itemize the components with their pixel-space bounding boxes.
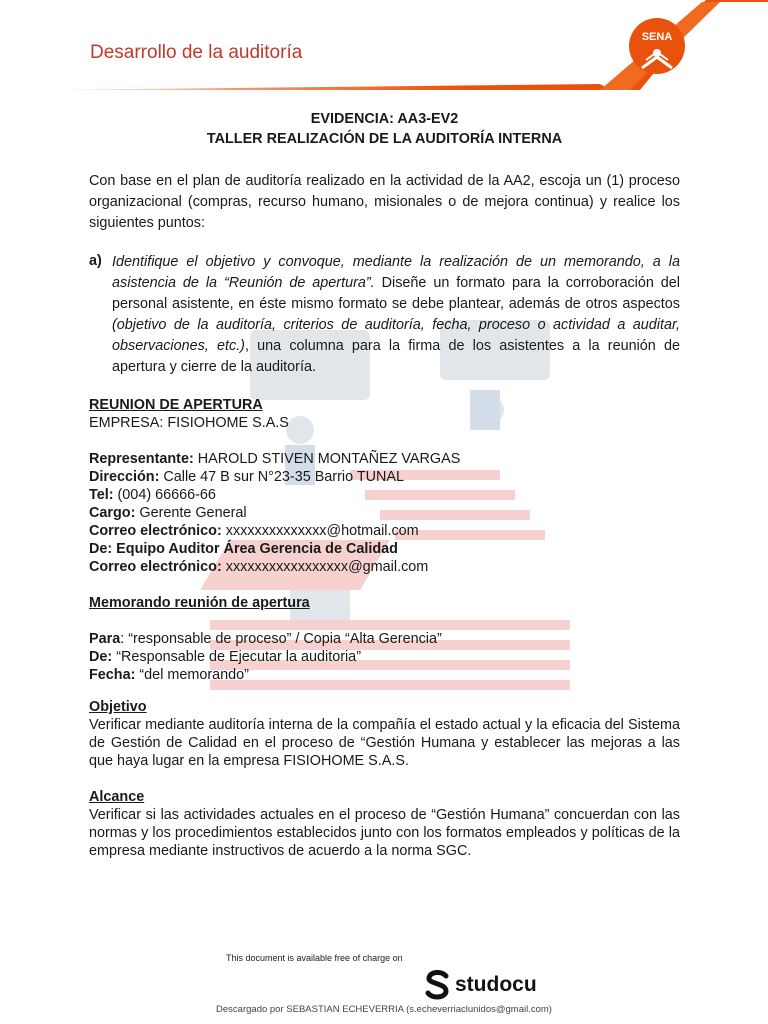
fecha-label: Fecha: — [89, 667, 136, 683]
de-equipo-line — [89, 540, 680, 558]
document-body — [89, 109, 680, 860]
document-title-line1: EVIDENCIA: AA3-EV2 — [310, 111, 459, 127]
download-note: Descargado por SEBASTIAN ECHEVERRIA (s.echeverriaclunidos@gmail.com) — [216, 1004, 552, 1015]
cargo-label: Cargo: — [89, 505, 136, 521]
cargo-line — [89, 504, 680, 522]
correo2-line — [89, 558, 680, 576]
header-title: Desarrollo de la auditoría — [90, 42, 303, 63]
alcance-text: Verificar si las actividades actuales en el proceso de “Gestión Humana” concuerdan con las normas y los procedimientos establecidos junto con los formatos empleados y políticas de la empresa mediante instructivos de acuerdo a la norma SGC. — [89, 807, 680, 859]
page-header — [0, 0, 768, 92]
alcance-heading: Alcance — [89, 789, 145, 805]
de-value: “Responsable de Ejecutar la auditoria” — [112, 649, 361, 665]
memorando-heading: Memorando reunión de apertura — [89, 595, 310, 611]
item-a-italic2: (objetivo de la auditoría, criterios de auditoría, fecha, proceso o actividad a auditar, observaciones, etc.) — [112, 317, 680, 354]
correo1-label: Correo electrónico: — [89, 523, 222, 539]
item-a-text2: , una columna para la firma de los asistentes a la reunión de apertura y cierre de la auditoría. — [112, 338, 680, 375]
svg-text:SENA: SENA — [641, 31, 673, 43]
document-title-line2: TALLER REALIZACIÓN DE LA AUDITORÍA INTERNA — [206, 131, 563, 147]
para-label: Para — [89, 631, 121, 647]
de-line — [89, 648, 680, 666]
direccion-line — [89, 468, 680, 486]
reunion-heading: REUNION DE APERTURA — [89, 397, 263, 413]
para-value: : “responsable de proceso” / Copia “Alta Gerencia” — [120, 631, 442, 647]
intro-paragraph: Con base en el plan de auditoría realizado en la actividad de la AA2, escoja un (1) proceso organizacional (compras, recurso humano, misionales o de mejora continua) y realice los siguientes puntos: — [89, 173, 680, 231]
item-a-text1: Diseñe un formato para la corroboración del personal asistente, en éste mismo formato se debe plantear, además de otros aspectos — [112, 275, 680, 312]
item-a-marker: a) — [89, 253, 102, 269]
empresa-line: EMPRESA: FISIOHOME S.A.S — [89, 415, 289, 431]
item-a-text — [112, 252, 680, 378]
tel-line — [89, 486, 680, 504]
sena-logo-icon — [622, 8, 692, 84]
correo1-line — [89, 522, 680, 540]
item-a — [89, 252, 680, 378]
studocu-availability-note: This document is available free of charge on — [226, 953, 403, 963]
fecha-value: “del memorando” — [135, 667, 249, 683]
fecha-line — [89, 666, 680, 684]
correo2-value: xxxxxxxxxxxxxxxxx@gmail.com — [221, 559, 429, 575]
studocu-icon — [424, 970, 452, 1000]
tel-value: (004) 66666-66 — [113, 487, 216, 503]
direccion-label: Dirección: — [89, 469, 160, 485]
studocu-logo[interactable] — [424, 970, 537, 1000]
correo1-value: xxxxxxxxxxxxxx@hotmail.com — [221, 523, 419, 539]
de-label: De: — [89, 649, 113, 665]
para-line — [89, 630, 680, 648]
representante-line — [89, 450, 680, 468]
studocu-brand: studocu — [455, 973, 537, 996]
item-a-italic1: Identifique el objetivo y convoque, mediante la realización de un memorando, a la asistencia de la “Reunión de apertura”. — [112, 254, 680, 291]
representante-label: Representante: — [89, 451, 194, 467]
tel-label: Tel: — [89, 487, 114, 503]
direccion-value: Calle 47 B sur N°23-35 Barrio TUNAL — [159, 469, 405, 485]
cargo-value: Gerente General — [135, 505, 247, 521]
objetivo-text: Verificar mediante auditoría interna de la compañía el estado actual y la eficacia del Sistema de Gestión de Calidad en el proceso de “Gestión Humana y establecer las mejoras a las que haya lugar en la empresa FISIOHOME S.A.S. — [89, 717, 680, 769]
objetivo-heading: Objetivo — [89, 699, 147, 715]
correo2-label: Correo electrónico: — [89, 559, 222, 575]
representante-value: HAROLD STIVEN MONTAÑEZ VARGAS — [193, 451, 461, 467]
de-equipo-text: De: Equipo Auditor Área Gerencia de Calidad — [89, 541, 398, 557]
